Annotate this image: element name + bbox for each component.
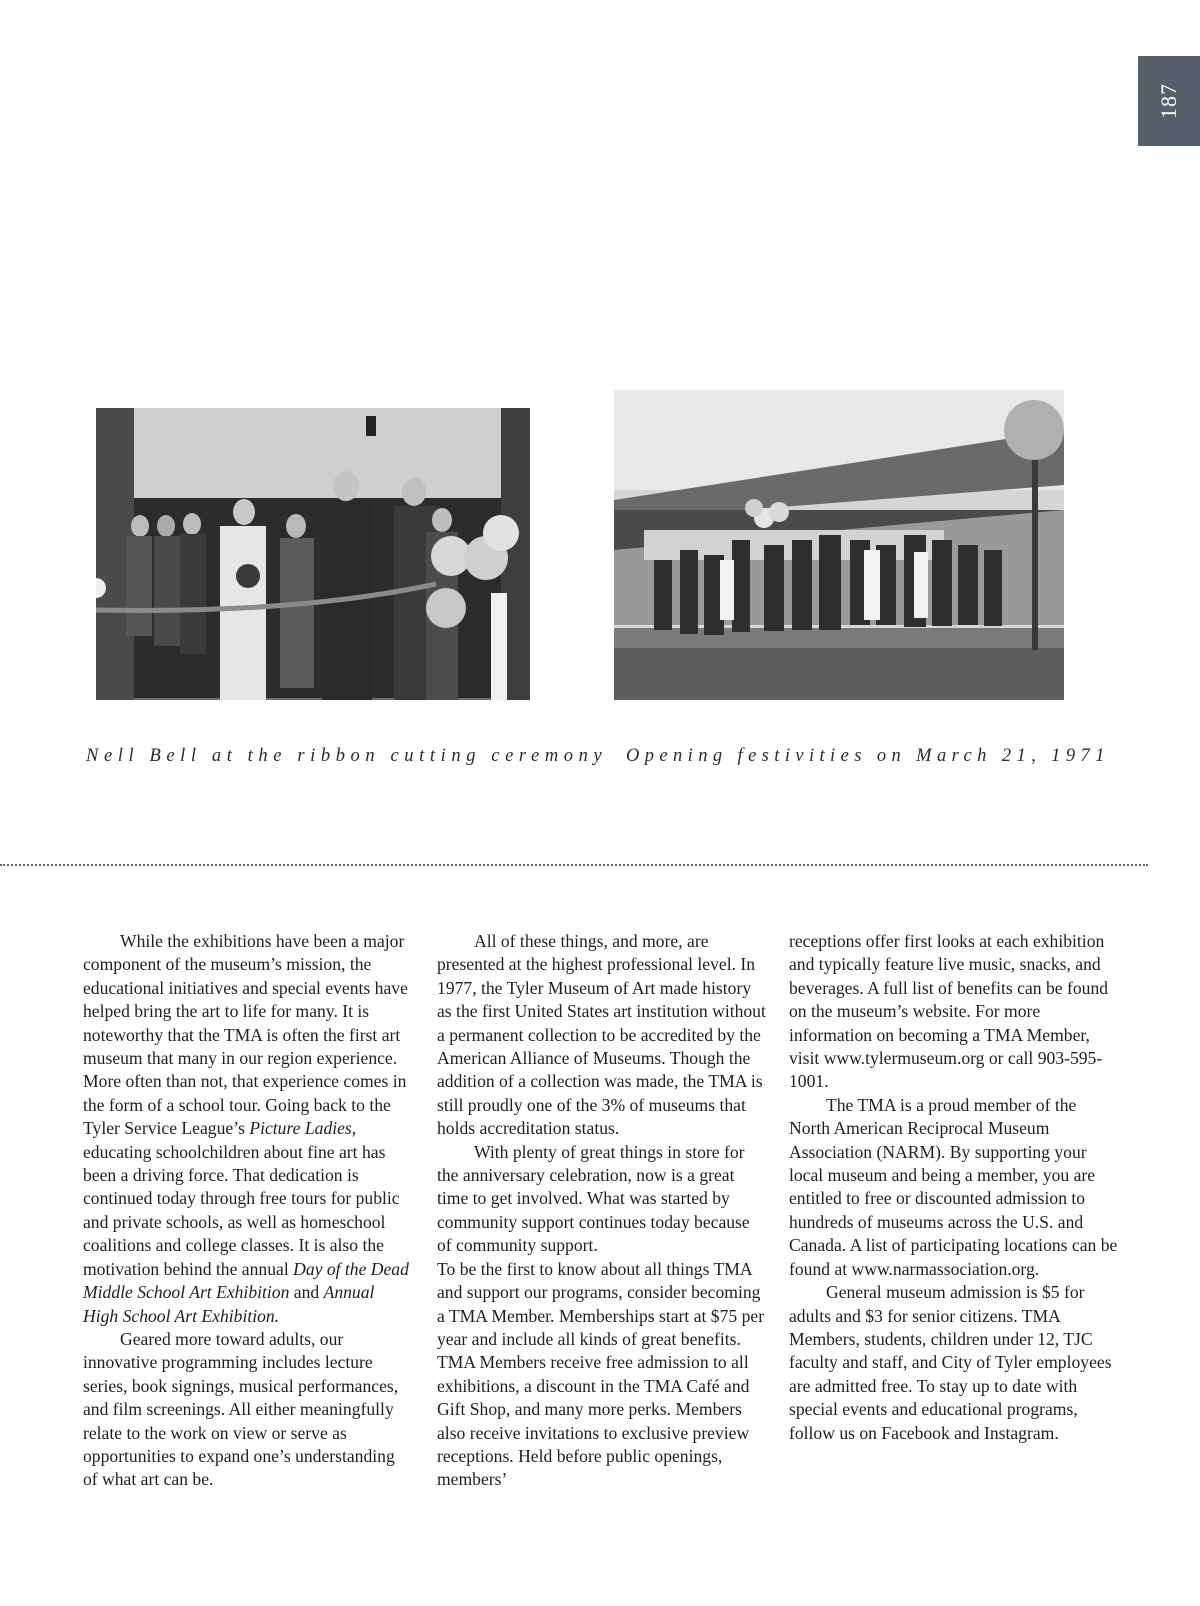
paragraph: The TMA is a proud member of the North American Reciprocal Museum Association (NARM). By supporting your local museum and being a member, you are entitled to free or discounted admission to hundreds of museums across the U.S. and Canada. A list of participating locations can be found at www.narmassociation.org. — [789, 1094, 1118, 1279]
dotted-divider — [0, 864, 1148, 866]
paragraph-text: , educating schoolchildren about fine art has been a driving force. That dedication is continued today through free tours for public and private schools, as well as homeschool coalitions and college classes. It is also the motivation behind the annual — [83, 1118, 400, 1279]
paragraph — [83, 930, 413, 1328]
paragraph: All of these things, and more, are presented at the highest professional level. In 1977, the Tyler Museum of Art made history as the first United States art institution without a permanent collection to be accredited by the American Alliance of Museums. Though the addition of a collection was made, the TMA is still proudly one of the 3% of museums that holds accreditation status. — [437, 931, 766, 1139]
caption-opening-festivities: Opening festivities on March 21, 1971 — [626, 746, 1110, 766]
opening-festivities-photo-icon — [614, 390, 1064, 700]
paragraph: receptions offer first looks at each exhibition and typically feature live music, snacks, and beverages. A full list of benefits can be found on the museum’s website. For more information on becoming a TMA Member, visit www.tylermuseum.org or call 903-595-1001. — [789, 931, 1109, 1092]
page-number-tab — [1138, 56, 1200, 146]
paragraph: With plenty of great things in store for the anniversary celebration, now is a great time to get involved. What was started by community support continues today because of community support. — [437, 1141, 750, 1256]
text-column-2 — [437, 930, 767, 1492]
paragraph-text: and — [289, 1282, 324, 1303]
paragraph: Geared more toward adults, our innovative programming includes lecture series, book signings, musical performances, and film screenings. All either meaningfully relate to the work on view or serve as opportunities to expand one’s understanding of what art can be. — [83, 1328, 399, 1490]
opening-festivities-photo — [614, 390, 1064, 700]
paragraph: To be the first to know about all things TMA and support our programs, consider becoming a TMA Member. Memberships start at $75 per year and include all kinds of great benefits. TMA Members receive free admission to all exhibitions, a discount in the TMA Café and Gift Shop, and many more perks. Members also receive invitations to exclusive preview receptions. Held before public openings, members’ — [437, 1258, 765, 1490]
ribbon-cutting-photo — [96, 408, 530, 700]
italic-title: Annual High School Art Exhibition. — [83, 1282, 375, 1326]
text-column-3 — [789, 930, 1119, 1445]
paragraph: General museum admission is $5 for adults and $3 for senior citizens. TMA Members, students, children under 12, TJC faculty and staff, and City of Tyler employees are admitted free. To stay up to date with special events and educational programs, follow us on Facebook and Instagram. — [789, 1282, 1112, 1443]
paragraph-text: While the exhibitions have been a major component of the museum’s mission, the educational initiatives and special events have helped bring the art to life for many. It is noteworthy that the TMA is often the first art museum that many in our region experience. More often than not, that experience comes in the form of a school tour. Going back to the Tyler Service League’s — [83, 931, 408, 1139]
ribbon-cutting-photo-icon — [96, 408, 530, 700]
italic-title: Picture Ladies — [249, 1118, 352, 1139]
text-column-1 — [83, 930, 413, 1492]
page-number: 187 — [1156, 83, 1181, 119]
caption-ribbon-cutting: Nell Bell at the ribbon cutting ceremony — [86, 746, 608, 766]
italic-title: Day of the Dead Middle School Art Exhibition — [83, 1258, 409, 1303]
